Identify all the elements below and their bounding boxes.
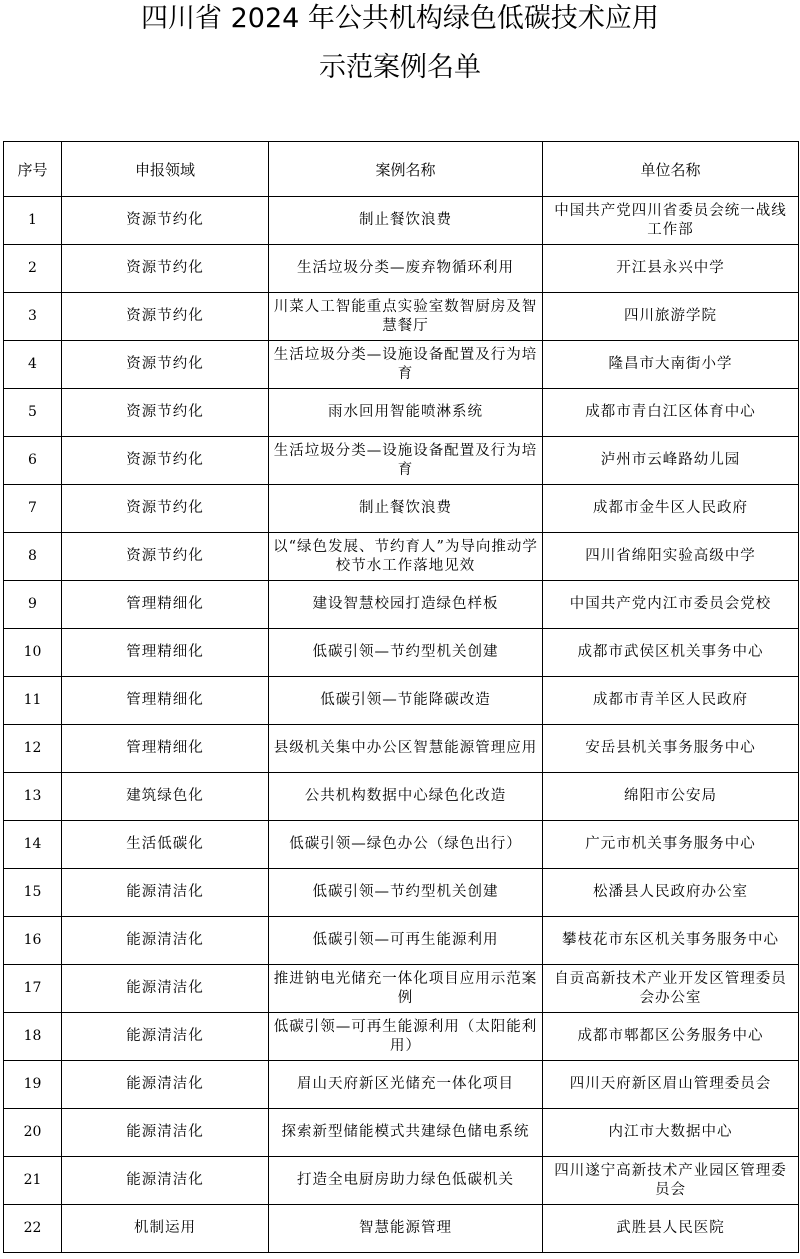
table-row — [4, 677, 799, 725]
table-row — [4, 533, 799, 581]
cell-case-name: 生活垃圾分类—废弃物循环利用 — [269, 245, 543, 293]
cell-application-field: 能源清洁化 — [62, 1061, 269, 1109]
cell-organization-name: 成都市青白江区体育中心 — [543, 389, 799, 437]
cell-organization-name: 成都市郫都区公务服务中心 — [543, 1013, 799, 1061]
header-serial-number: 序号 — [4, 142, 62, 197]
cell-application-field: 资源节约化 — [62, 245, 269, 293]
cell-case-name: 以“绿色发展、节约育人”为导向推动学校节水工作落地见效 — [269, 533, 543, 581]
table-header-row — [4, 142, 799, 197]
cell-application-field: 资源节约化 — [62, 437, 269, 485]
table-row — [4, 917, 799, 965]
cell-application-field: 能源清洁化 — [62, 1109, 269, 1157]
cell-organization-name: 四川旅游学院 — [543, 293, 799, 341]
cell-organization-name: 绵阳市公安局 — [543, 773, 799, 821]
cell-serial-number: 12 — [4, 725, 62, 773]
cell-application-field: 能源清洁化 — [62, 917, 269, 965]
cell-application-field: 能源清洁化 — [62, 965, 269, 1013]
table-row — [4, 821, 799, 869]
cell-organization-name: 隆昌市大南街小学 — [543, 341, 799, 389]
table-row — [4, 1157, 799, 1205]
cell-organization-name: 广元市机关事务服务中心 — [543, 821, 799, 869]
table-row — [4, 1109, 799, 1157]
cell-serial-number: 11 — [4, 677, 62, 725]
cell-organization-name: 攀枝花市东区机关事务服务中心 — [543, 917, 799, 965]
cell-organization-name: 松潘县人民政府办公室 — [543, 869, 799, 917]
cell-organization-name: 武胜县人民医院 — [543, 1205, 799, 1253]
cell-organization-name: 四川天府新区眉山管理委员会 — [543, 1061, 799, 1109]
cell-case-name: 川菜人工智能重点实验室数智厨房及智慧餐厅 — [269, 293, 543, 341]
cell-case-name: 低碳引领—节约型机关创建 — [269, 629, 543, 677]
cell-organization-name: 安岳县机关事务服务中心 — [543, 725, 799, 773]
cell-organization-name: 中国共产党四川省委员会统一战线工作部 — [543, 197, 799, 245]
header-application-field: 申报领域 — [62, 142, 269, 197]
cell-application-field: 管理精细化 — [62, 629, 269, 677]
cell-case-name: 县级机关集中办公区智慧能源管理应用 — [269, 725, 543, 773]
cell-serial-number: 20 — [4, 1109, 62, 1157]
table-row — [4, 1013, 799, 1061]
table-row — [4, 1205, 799, 1253]
header-organization-name: 单位名称 — [543, 142, 799, 197]
table-row — [4, 1061, 799, 1109]
cell-application-field: 能源清洁化 — [62, 1013, 269, 1061]
cell-organization-name: 成都市武侯区机关事务中心 — [543, 629, 799, 677]
cell-serial-number: 1 — [4, 197, 62, 245]
cell-organization-name: 成都市金牛区人民政府 — [543, 485, 799, 533]
cell-organization-name: 开江县永兴中学 — [543, 245, 799, 293]
cell-serial-number: 17 — [4, 965, 62, 1013]
document-title-line-1: 四川省 2024 年公共机构绿色低碳技术应用 — [141, 3, 659, 34]
cell-application-field: 机制运用 — [62, 1205, 269, 1253]
cell-application-field: 资源节约化 — [62, 533, 269, 581]
table-row — [4, 245, 799, 293]
cell-application-field: 资源节约化 — [62, 293, 269, 341]
cell-serial-number: 3 — [4, 293, 62, 341]
cell-application-field: 资源节约化 — [62, 485, 269, 533]
table-row — [4, 581, 799, 629]
case-list-table — [3, 141, 799, 1253]
cell-case-name: 推进钠电光储充一体化项目应用示范案例 — [269, 965, 543, 1013]
cell-application-field: 能源清洁化 — [62, 869, 269, 917]
table-row — [4, 869, 799, 917]
table-row — [4, 773, 799, 821]
cell-case-name: 低碳引领—可再生能源利用 — [269, 917, 543, 965]
cell-serial-number: 14 — [4, 821, 62, 869]
cell-case-name: 低碳引领—绿色办公（绿色出行） — [269, 821, 543, 869]
cell-serial-number: 19 — [4, 1061, 62, 1109]
cell-serial-number: 15 — [4, 869, 62, 917]
cell-organization-name: 四川省绵阳实验高级中学 — [543, 533, 799, 581]
cell-application-field: 管理精细化 — [62, 677, 269, 725]
table-row — [4, 389, 799, 437]
cell-serial-number: 9 — [4, 581, 62, 629]
cell-case-name: 低碳引领—节能降碳改造 — [269, 677, 543, 725]
cell-application-field: 资源节约化 — [62, 341, 269, 389]
cell-case-name: 建设智慧校园打造绿色样板 — [269, 581, 543, 629]
cell-serial-number: 10 — [4, 629, 62, 677]
table-row — [4, 341, 799, 389]
table-body — [4, 197, 799, 1253]
cell-application-field: 建筑绿色化 — [62, 773, 269, 821]
cell-case-name: 雨水回用智能喷淋系统 — [269, 389, 543, 437]
table-row — [4, 293, 799, 341]
cell-serial-number: 5 — [4, 389, 62, 437]
cell-case-name: 打造全电厨房助力绿色低碳机关 — [269, 1157, 543, 1205]
table-row — [4, 629, 799, 677]
cell-serial-number: 8 — [4, 533, 62, 581]
table-row — [4, 485, 799, 533]
cell-application-field: 管理精细化 — [62, 725, 269, 773]
cell-application-field: 管理精细化 — [62, 581, 269, 629]
cell-serial-number: 6 — [4, 437, 62, 485]
cell-application-field: 生活低碳化 — [62, 821, 269, 869]
document-title-line-2: 示范案例名单 — [319, 52, 481, 83]
cell-organization-name: 泸州市云峰路幼儿园 — [543, 437, 799, 485]
cell-case-name: 低碳引领—可再生能源利用（太阳能利用） — [269, 1013, 543, 1061]
header-case-name: 案例名称 — [269, 142, 543, 197]
cell-organization-name: 中国共产党内江市委员会党校 — [543, 581, 799, 629]
cell-application-field: 资源节约化 — [62, 389, 269, 437]
cell-serial-number: 22 — [4, 1205, 62, 1253]
cell-case-name: 生活垃圾分类—设施设备配置及行为培育 — [269, 341, 543, 389]
cell-serial-number: 18 — [4, 1013, 62, 1061]
cell-case-name: 眉山天府新区光储充一体化项目 — [269, 1061, 543, 1109]
cell-organization-name: 自贡高新技术产业开发区管理委员会办公室 — [543, 965, 799, 1013]
cell-application-field: 能源清洁化 — [62, 1157, 269, 1205]
cell-case-name: 探索新型储能模式共建绿色储电系统 — [269, 1109, 543, 1157]
table-row — [4, 725, 799, 773]
table-row — [4, 197, 799, 245]
cell-serial-number: 7 — [4, 485, 62, 533]
cell-case-name: 制止餐饮浪费 — [269, 485, 543, 533]
table-row — [4, 437, 799, 485]
cell-case-name: 公共机构数据中心绿色化改造 — [269, 773, 543, 821]
cell-case-name: 智慧能源管理 — [269, 1205, 543, 1253]
cell-organization-name: 成都市青羊区人民政府 — [543, 677, 799, 725]
cell-organization-name: 四川遂宁高新技术产业园区管理委员会 — [543, 1157, 799, 1205]
cell-case-name: 生活垃圾分类—设施设备配置及行为培育 — [269, 437, 543, 485]
cell-serial-number: 16 — [4, 917, 62, 965]
cell-case-name: 制止餐饮浪费 — [269, 197, 543, 245]
cell-serial-number: 13 — [4, 773, 62, 821]
cell-organization-name: 内江市大数据中心 — [543, 1109, 799, 1157]
table-row — [4, 965, 799, 1013]
cell-serial-number: 21 — [4, 1157, 62, 1205]
cell-serial-number: 4 — [4, 341, 62, 389]
cell-serial-number: 2 — [4, 245, 62, 293]
cell-case-name: 低碳引领—节约型机关创建 — [269, 869, 543, 917]
cell-application-field: 资源节约化 — [62, 197, 269, 245]
